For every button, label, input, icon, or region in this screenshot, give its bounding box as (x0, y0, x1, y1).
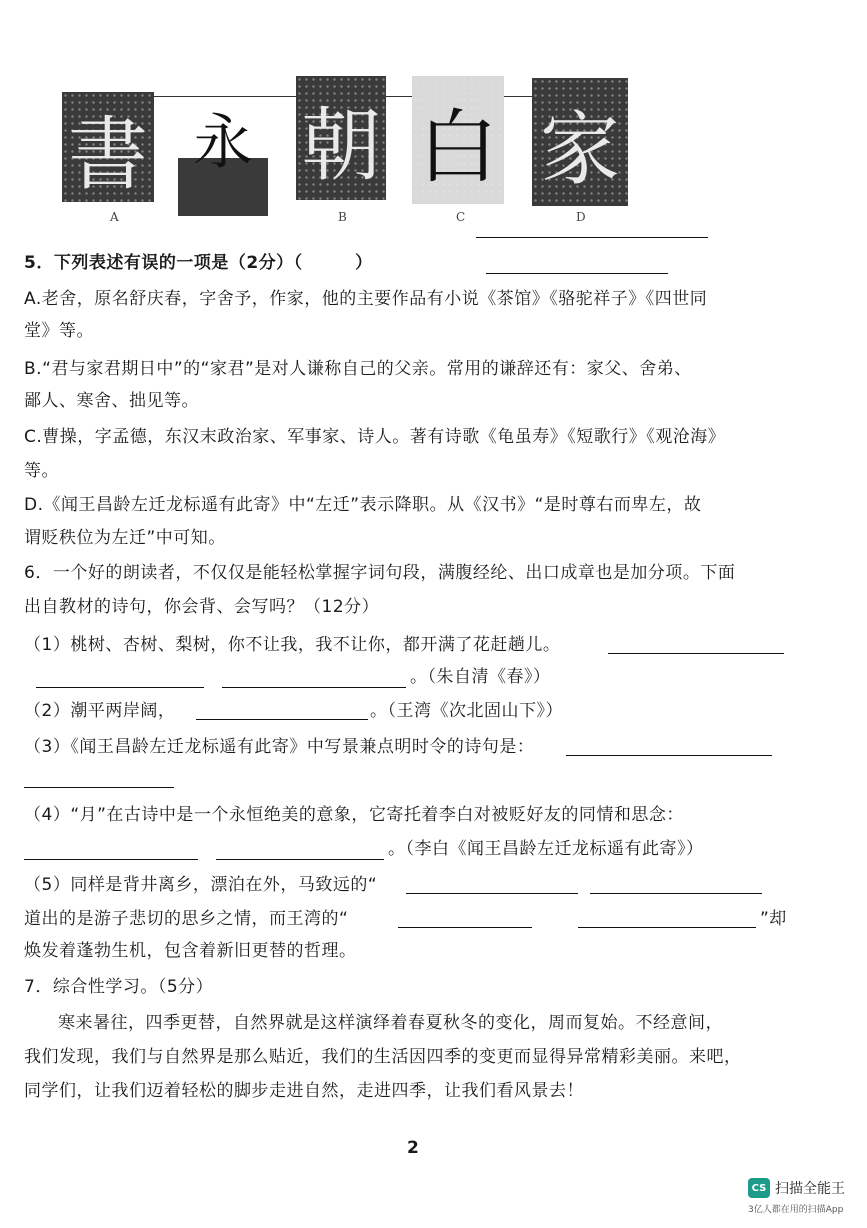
calligraphy-image-a: 書 (62, 92, 154, 202)
q5-stem: 5．下列表述有误的一项是（2分）（ ） (24, 253, 373, 273)
watermark-name: 扫描全能王 (775, 1181, 845, 1197)
camscanner-logo-icon: CS (748, 1178, 770, 1198)
q6-item5-line2: 道出的是游子悲切的思乡之情，而王湾的“ (24, 909, 349, 929)
scanner-watermark (748, 1178, 845, 1198)
q6-item5-line1: （5）同样是背井离乡，漂泊在外，马致远的“ (24, 875, 378, 895)
q6-item1-source: 。（朱自清《春》） (410, 667, 551, 687)
q6-item1: （1）桃树、杏树、梨树，你不让我，我不让你，都开满了花赶趟儿。 (24, 635, 561, 655)
q6-item5-blank4[interactable] (578, 926, 756, 928)
q5-option-d-line2: 谓贬秩位为左迁”中可知。 (24, 528, 226, 548)
answer-line[interactable] (476, 236, 708, 238)
q6-item4-blank2[interactable] (216, 858, 384, 860)
q6-stem-line1: 6．一个好的朗读者，不仅仅是能轻松掌握字词句段，满腹经纶、出口成章也是加分项。下面 (24, 563, 736, 583)
calligraphy-image-c: 朝 (296, 76, 386, 200)
image-label-b: B (338, 210, 347, 224)
q6-item3: （3）《闻王昌龄左迁龙标遥有此寄》中写景兼点明时令的诗句是： (24, 737, 535, 757)
q5-option-c-line2: 等。 (24, 461, 59, 481)
q6-item5-blank3[interactable] (398, 926, 532, 928)
q6-item1-blank1[interactable] (608, 652, 784, 654)
q6-item1-blank3[interactable] (222, 686, 406, 688)
q7-paragraph-line3: 同学们，让我们迈着轻松的脚步走进自然，走进四季，让我们看风景去！ (24, 1081, 584, 1101)
q7-paragraph-line2: 我们发现，我们与自然界是那么贴近，我们的生活因四季的变更而显得异常精彩美丽。来吧， (24, 1047, 742, 1067)
q6-item4-blank1[interactable] (24, 858, 198, 860)
q5-option-d-line1: D.《闻王昌龄左迁龙标遥有此寄》中“左迁”表示降职。从《汉书》“是时尊右而卑左，故 (24, 495, 702, 515)
q5-option-a-line1: A.老舍，原名舒庆春，字舍予，作家，他的主要作品有小说《茶馆》《骆驼祥子》《四世同 (24, 289, 708, 309)
watermark-subtitle: 3亿人都在用的扫描App (748, 1205, 844, 1215)
calligraphy-image-b: 永 (178, 100, 268, 216)
q5-option-b-line1: B.“君与家君期日中”的“家君”是对人谦称自己的父亲。常用的谦辞还有：家父、舍弟、 (24, 359, 692, 379)
q6-item1-blank2[interactable] (36, 686, 204, 688)
q5-option-a-line2: 堂》等。 (24, 321, 94, 341)
q6-item4-source: 。（李白《闻王昌龄左迁龙标遥有此寄》） (388, 839, 704, 859)
page-number: 2 (407, 1138, 419, 1158)
q6-item5-blank1[interactable] (406, 892, 578, 894)
q7-paragraph-line1: 寒来暑往，四季更替，自然界就是这样演绎着春夏秋冬的变化，周而复始。不经意间， (58, 1013, 723, 1033)
image-label-d: D (576, 210, 586, 224)
q6-item2-blank[interactable] (196, 718, 368, 720)
q6-item3-blank2[interactable] (24, 786, 174, 788)
q5-answer-line[interactable] (486, 272, 668, 274)
q7-stem: 7．综合性学习。（5分） (24, 977, 214, 997)
q5-option-b-line2: 鄙人、寒舍、拙见等。 (24, 391, 199, 411)
calligraphy-image-e: 家 (532, 78, 628, 206)
q6-item5-blank2[interactable] (590, 892, 762, 894)
calligraphy-image-d: 白 (412, 76, 504, 204)
q6-item5-quote-end: ”却 (760, 909, 787, 929)
image-label-a: A (110, 210, 119, 224)
q6-item3-blank1[interactable] (566, 754, 772, 756)
q6-stem-line2: 出自教材的诗句，你会背、会写吗？（12分） (24, 597, 380, 617)
q6-item2: （2）潮平两岸阔， (24, 701, 176, 721)
q6-item2-source: 。（王湾《次北固山下》） (370, 701, 563, 721)
q5-option-c-line1: C.曹操，字孟德，东汉末政治家、军事家、诗人。著有诗歌《龟虽寿》《短歌行》《观沧海》 (24, 427, 726, 447)
q6-item5-line3: 焕发着蓬勃生机，包含着新旧更替的哲理。 (24, 941, 357, 961)
q6-item4: （4）“月”在古诗中是一个永恒绝美的意象，它寄托着李白对被贬好友的同情和思念： (24, 805, 684, 825)
image-label-c: C (456, 210, 466, 224)
